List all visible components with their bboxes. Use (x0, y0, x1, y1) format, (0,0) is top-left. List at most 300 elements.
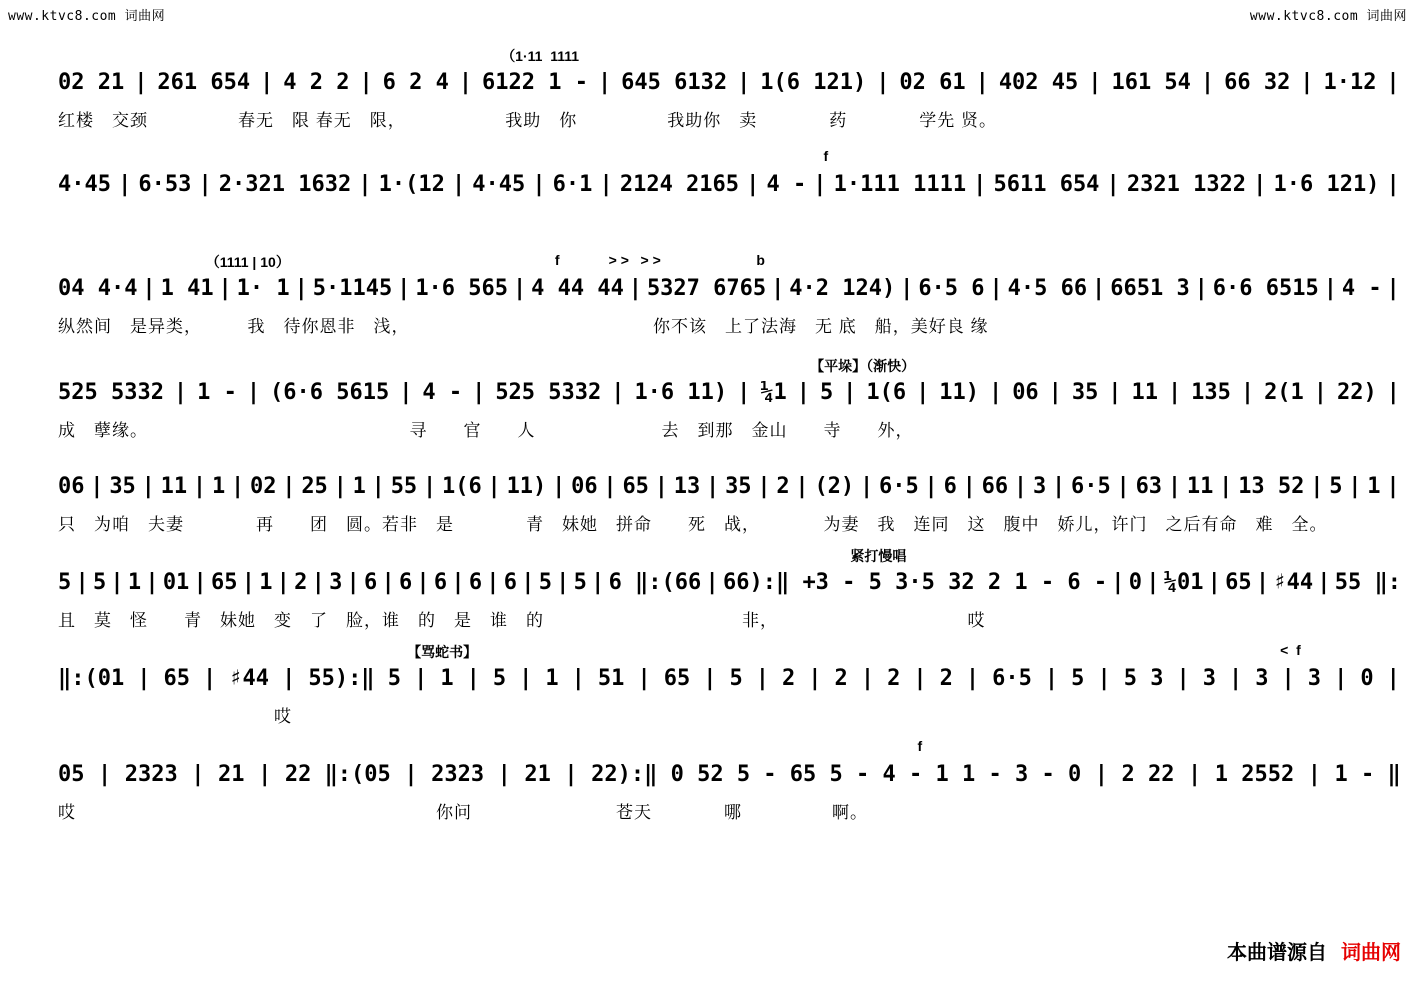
note-group: 21 (524, 762, 551, 787)
note-group: 525 5332 (58, 380, 164, 405)
barline: | (137, 666, 151, 691)
footer-site-link[interactable]: 词曲网 (1341, 942, 1401, 964)
barline: | (98, 762, 112, 787)
barline: | (294, 276, 308, 301)
notes-line (58, 472, 1401, 502)
barline: | (843, 380, 857, 405)
lyrics-line: 红楼 交颈 春无 限 春无 限， 我助 你 我助你 卖 药 学先 贤。 (58, 111, 997, 130)
barline: | (1167, 380, 1182, 405)
note-group: 6122 1 - (482, 70, 589, 95)
barline: | (628, 276, 643, 301)
barline: | (399, 380, 413, 405)
barline: | (141, 474, 155, 499)
note-group: 35 (1071, 380, 1099, 405)
note-group: 13 (673, 474, 701, 499)
note-group: 06 (58, 474, 85, 499)
note-group: 1 (352, 474, 366, 499)
barline: | (737, 70, 751, 95)
annotation-row (58, 148, 1401, 170)
note-group: 4·45 (58, 172, 111, 197)
note-group: 2 (939, 666, 953, 691)
note-group: 6 (433, 570, 448, 595)
barline: | (1253, 172, 1267, 197)
notes-line (58, 664, 1401, 694)
barline: | (260, 70, 274, 95)
annotation-row (58, 356, 1401, 378)
system-6 (58, 546, 1401, 632)
note-group: 2321 1322 (1126, 172, 1247, 197)
barline: | (975, 70, 989, 95)
note-group: 66 (981, 474, 1009, 499)
note-group: 6 (398, 570, 413, 595)
barline: | (1229, 666, 1243, 691)
note-group: 63 (1135, 474, 1163, 499)
note-group: 6 ‖:(66 (608, 570, 702, 595)
note-group: 4 - (422, 380, 463, 405)
note-group: 55):‖ 5 (308, 666, 402, 691)
note-group: 5 (58, 570, 72, 595)
barline: | (134, 70, 148, 95)
music-annotation: < f (1280, 642, 1301, 658)
note-group: 04 4·4 (58, 276, 138, 301)
barline: | (859, 474, 874, 499)
note-group: 11 (160, 474, 188, 499)
barline: | (900, 276, 914, 301)
music-annotation: f (554, 252, 560, 268)
music-annotation: b (756, 252, 765, 268)
barline: | (1176, 666, 1190, 691)
barline: | (1167, 474, 1182, 499)
barline: | (796, 380, 811, 405)
barline: | (1348, 474, 1362, 499)
barline: | (512, 276, 527, 301)
barline: | (276, 570, 290, 595)
system-5 (58, 450, 1401, 536)
barline: | (230, 474, 245, 499)
system-1 (58, 46, 1401, 132)
note-group: 11 (1131, 380, 1158, 405)
annotation-row (58, 642, 1401, 664)
note-group: 66):‖ +3 - 5 3·5 32 2 1 - 6 - (722, 570, 1108, 595)
note-group: 6·5 (992, 666, 1032, 691)
note-group: 402 45 (998, 70, 1079, 95)
barline: | (1386, 380, 1400, 405)
note-group: 1 (127, 570, 142, 595)
barline: | (913, 666, 927, 691)
note-group: 11 (1186, 474, 1214, 499)
note-group: 1 - (197, 380, 237, 405)
note-group: 1· 1 (236, 276, 290, 301)
barline: | (1088, 70, 1102, 95)
note-group: 1 41 (160, 276, 214, 301)
note-group: 5·1145 (312, 276, 393, 301)
system-8 (58, 738, 1401, 824)
barline: | (1334, 666, 1348, 691)
note-group: 5 (538, 570, 552, 595)
music-annotation: f (823, 148, 829, 164)
barline: | (346, 570, 360, 595)
note-group: 6·5 (1071, 474, 1111, 499)
note-group: 6·5 (879, 474, 919, 499)
barline: | (1146, 570, 1160, 595)
note-group: 4 44 44 (531, 276, 624, 301)
barline: | (737, 380, 751, 405)
notes-line (58, 274, 1401, 304)
note-group: 1(6 121) (760, 70, 867, 95)
note-group: 645 6132 (621, 70, 728, 95)
system-4 (58, 356, 1401, 442)
note-group: 6 (503, 570, 517, 595)
lyrics-line: 哎 你问 苍天 哪 啊。 (58, 803, 868, 822)
barline: | (1300, 70, 1314, 95)
note-group: 65 (1225, 570, 1252, 595)
note-group: 6 (364, 570, 378, 595)
barline: | (599, 172, 613, 197)
barline: | (1207, 570, 1221, 595)
barline: | (1044, 666, 1059, 691)
note-group: 2 (887, 666, 901, 691)
notes-line (58, 378, 1401, 408)
barline: | (282, 474, 296, 499)
barline: | (1092, 276, 1106, 301)
barline: | (1048, 380, 1062, 405)
footer-credit-text: 本曲谱源自 (1227, 942, 1327, 964)
note-group: 66 32 (1224, 70, 1291, 95)
note-group: 2 (782, 666, 796, 691)
barline: | (1187, 762, 1202, 787)
note-group: (2) (814, 474, 855, 499)
barline: | (487, 474, 501, 499)
annotation-row (58, 738, 1401, 760)
barline: | (458, 70, 473, 95)
lyrics-line: 哎 (58, 707, 292, 726)
barline: | (962, 474, 976, 499)
note-group: 1(6 (866, 380, 907, 405)
lyrics-line: 成 孽缘。 寻 官 人 去 到那 金山 寺 外， (58, 421, 914, 440)
note-group: ¼01 (1163, 570, 1204, 595)
note-group: 5 (1329, 474, 1343, 499)
barline: | (564, 762, 578, 787)
music-annotation: （1111 | 10） (205, 254, 290, 270)
note-group: 25 (301, 474, 328, 499)
barline: | (916, 380, 930, 405)
note-group: 6·53 (138, 172, 192, 197)
barline: | (142, 276, 156, 301)
barline: | (416, 570, 430, 595)
note-group: 3 (1202, 666, 1216, 691)
note-group: 261 654 (157, 70, 251, 95)
barline: | (414, 666, 428, 691)
barline: | (1200, 70, 1215, 95)
note-group: 5327 6765 (646, 276, 767, 301)
note-group: 02 (250, 474, 277, 499)
note-group: ‖:(01 (58, 666, 125, 691)
notes-line (58, 568, 1401, 598)
note-group: 1·12 (1323, 70, 1377, 95)
barline: | (1194, 276, 1208, 301)
barline: | (591, 570, 605, 595)
note-group: 1(6 (442, 474, 482, 499)
barline: | (333, 474, 347, 499)
barline: | (1219, 474, 1233, 499)
lyrics-line: 且 莫 怪 青 妹她 变 了 脸，谁 的 是 谁 的 非， 哎 (58, 611, 986, 630)
barline: | (552, 474, 566, 499)
barline: | (1106, 172, 1120, 197)
note-group: 65 (663, 666, 691, 691)
barline: | (311, 570, 325, 595)
barline: | (1317, 570, 1331, 595)
note-group: 2(1 (1264, 380, 1304, 405)
note-group: 4·45 (472, 172, 526, 197)
barline: | (706, 474, 720, 499)
barline: | (75, 570, 89, 595)
notes-line (58, 68, 1401, 98)
barline: | (1111, 570, 1125, 595)
barline: | (1323, 276, 1337, 301)
barline: | (193, 570, 207, 595)
barline: | (521, 570, 535, 595)
note-group: 3 (1032, 474, 1047, 499)
barline: | (203, 666, 217, 691)
note-group: 2323 (431, 762, 485, 787)
barline: | (110, 570, 124, 595)
note-group: 5611 654 (993, 172, 1100, 197)
barline: | (755, 666, 769, 691)
barline: | (1116, 474, 1130, 499)
barline: | (654, 474, 668, 499)
note-group: 161 54 (1111, 70, 1191, 95)
note-group: 21 (218, 762, 245, 787)
system-2 (58, 148, 1401, 212)
note-group: 4·2 124) (789, 276, 896, 301)
note-group: 2 (776, 474, 790, 499)
note-group: 11) (939, 380, 980, 405)
annotation-row (58, 546, 1401, 568)
watermark-top-right: www.ktvc8.com 词曲网 (1249, 9, 1407, 24)
note-group: 11) (506, 474, 547, 499)
note-group: 01 (162, 570, 190, 595)
barline: | (1255, 570, 1270, 595)
note-group: 2 22 (1121, 762, 1175, 787)
barline: | (571, 666, 585, 691)
barline: | (1240, 380, 1255, 405)
barline: | (282, 666, 296, 691)
barline: | (746, 172, 760, 197)
note-group: 5 (729, 666, 743, 691)
barline: | (965, 666, 980, 691)
barline: | (924, 474, 938, 499)
note-group: (6·6 5615 (270, 380, 390, 405)
barline: | (381, 570, 395, 595)
note-group: 65 (163, 666, 191, 691)
barline: | (1281, 666, 1295, 691)
barline: | (1386, 474, 1400, 499)
note-group: 1·(12 (378, 172, 445, 197)
note-group: 22 ‖:(05 (284, 762, 391, 787)
note-group: 135 (1191, 380, 1231, 405)
barline: | (1313, 380, 1328, 405)
note-group: 3 (1255, 666, 1269, 691)
note-group: 02 61 (899, 70, 966, 95)
note-group: 1·6 565 (415, 276, 509, 301)
note-group: 06 (571, 474, 598, 499)
barline: | (519, 666, 533, 691)
note-group: 35 (109, 474, 136, 499)
note-group: 51 (597, 666, 625, 691)
barline: | (241, 570, 255, 595)
note-group: 6·5 6 (918, 276, 985, 301)
barline: | (486, 570, 500, 595)
barline: | (603, 474, 617, 499)
music-annotation: 紧打慢唱 (850, 548, 907, 564)
note-group: 2 (834, 666, 848, 691)
note-group: 1 (1367, 474, 1381, 499)
barline: | (703, 666, 717, 691)
note-group: 1·6 121) (1273, 172, 1380, 197)
music-annotation: > > > > (608, 252, 661, 268)
note-group: 1 - ‖ (1334, 762, 1401, 787)
note-group: 4 - (766, 172, 807, 197)
note-group: 1 (440, 666, 454, 691)
note-group: 1·6 11) (634, 380, 728, 405)
note-group: 1 (211, 474, 226, 499)
note-group: 2323 (124, 762, 178, 787)
music-annotation: （1·11 1111 (501, 48, 580, 64)
note-group: 525 5332 (495, 380, 602, 405)
note-group: 3 (1307, 666, 1322, 691)
barline: | (808, 666, 822, 691)
note-group: 65 (622, 474, 649, 499)
note-group: 55 ‖: (1334, 570, 1401, 595)
barline: | (218, 276, 232, 301)
barline: | (597, 70, 612, 95)
note-group: ¼1 (760, 380, 787, 405)
note-group: 1·111 1111 (833, 172, 967, 197)
barline: | (1097, 666, 1111, 691)
lyrics-line: 只 为咱 夫妻 再 团 圆。若非 是 青 妹她 拼命 死 战， 为妻 我 连同 这 腹中 娇儿，许门 之后有命 难 全。 (58, 515, 1328, 534)
barline: | (198, 172, 212, 197)
barline: | (1386, 276, 1400, 301)
note-group: 65 (211, 570, 238, 595)
barline: | (192, 474, 207, 499)
note-group: 06 (1012, 380, 1039, 405)
note-group: 22) (1336, 380, 1377, 405)
note-group: 1 2552 (1214, 762, 1295, 787)
barline: | (988, 380, 1003, 405)
barline: | (397, 276, 411, 301)
note-group: 5 (92, 570, 107, 595)
music-annotation: 【平垛】（渐快） (810, 358, 916, 374)
note-group: 1 (545, 666, 559, 691)
note-group: 2 (294, 570, 308, 595)
barline: | (451, 172, 466, 197)
annotation-row (58, 252, 1401, 274)
barline: | (813, 172, 827, 197)
barline: | (556, 570, 570, 595)
music-annotation: f (917, 738, 923, 754)
barline: | (860, 666, 875, 691)
note-group: 4·5 66 (1007, 276, 1088, 301)
barline: | (173, 380, 188, 405)
barline: | (1307, 762, 1321, 787)
watermark-top-left: www.ktvc8.com 词曲网 (8, 9, 166, 24)
barline: | (989, 276, 1003, 301)
barline: | (757, 474, 771, 499)
note-group: 5 (1071, 666, 1085, 691)
note-group: 1 (259, 570, 273, 595)
barline: | (451, 570, 465, 595)
barline: | (404, 762, 418, 787)
note-group: 22):‖ 0 52 5 - 65 5 - 4 - 1 1 - 3 - 0 (591, 762, 1082, 787)
barline: | (705, 570, 719, 595)
barline: | (466, 666, 480, 691)
barline: | (1051, 474, 1066, 499)
barline: | (422, 474, 437, 499)
note-group: 5 3 (1123, 666, 1164, 691)
barline: | (258, 762, 272, 787)
note-group: 2124 2165 (619, 172, 740, 197)
barline: | (358, 172, 372, 197)
barline: | (1013, 474, 1028, 499)
barline: | (532, 172, 546, 197)
barline: | (191, 762, 205, 787)
note-group: 6 (468, 570, 483, 595)
note-group: ♯44 (1273, 570, 1314, 595)
notes-line (58, 760, 1401, 790)
footer-credit (1205, 913, 1401, 988)
note-group: 6 (943, 474, 957, 499)
barline: | (771, 276, 785, 301)
barline: | (145, 570, 159, 595)
note-group: 5 (819, 380, 834, 405)
barline: | (1094, 762, 1108, 787)
note-group: 3 (329, 570, 343, 595)
barline: | (359, 70, 373, 95)
barline: | (118, 172, 132, 197)
barline: | (90, 474, 104, 499)
system-3 (58, 252, 1401, 338)
notes-line (58, 170, 1401, 200)
barline: | (472, 380, 486, 405)
barline: | (1386, 666, 1400, 691)
note-group: 55 (390, 474, 418, 499)
note-group: 6651 3 (1110, 276, 1190, 301)
barline: | (973, 172, 987, 197)
annotation-row (58, 450, 1401, 472)
note-group: 4 - (1341, 276, 1382, 301)
note-group: 02 21 (58, 70, 125, 95)
annotation-row (58, 46, 1401, 68)
note-group: 35 (725, 474, 752, 499)
barline: | (1310, 474, 1324, 499)
barline: | (1386, 172, 1400, 197)
barline: | (637, 666, 651, 691)
note-group: 6·1 (552, 172, 593, 197)
barline: | (371, 474, 385, 499)
barline: | (246, 380, 261, 405)
note-group: ♯44 (229, 666, 270, 691)
note-group: 13 52 (1238, 474, 1305, 499)
lyrics-line: 纵然间 是异类， 我 待你恩非 浅， 你不该 上了法海 无 底 船，美好良 缘 (58, 317, 989, 336)
note-group: 6 2 4 (382, 70, 449, 95)
note-group: 4 2 2 (283, 70, 350, 95)
note-group: 6·6 6515 (1212, 276, 1319, 301)
barline: | (1108, 380, 1122, 405)
music-annotation: 【骂蛇书】 (407, 644, 478, 660)
note-group: 2·321 1632 (218, 172, 352, 197)
note-group: 5 (573, 570, 587, 595)
barline: | (611, 380, 625, 405)
